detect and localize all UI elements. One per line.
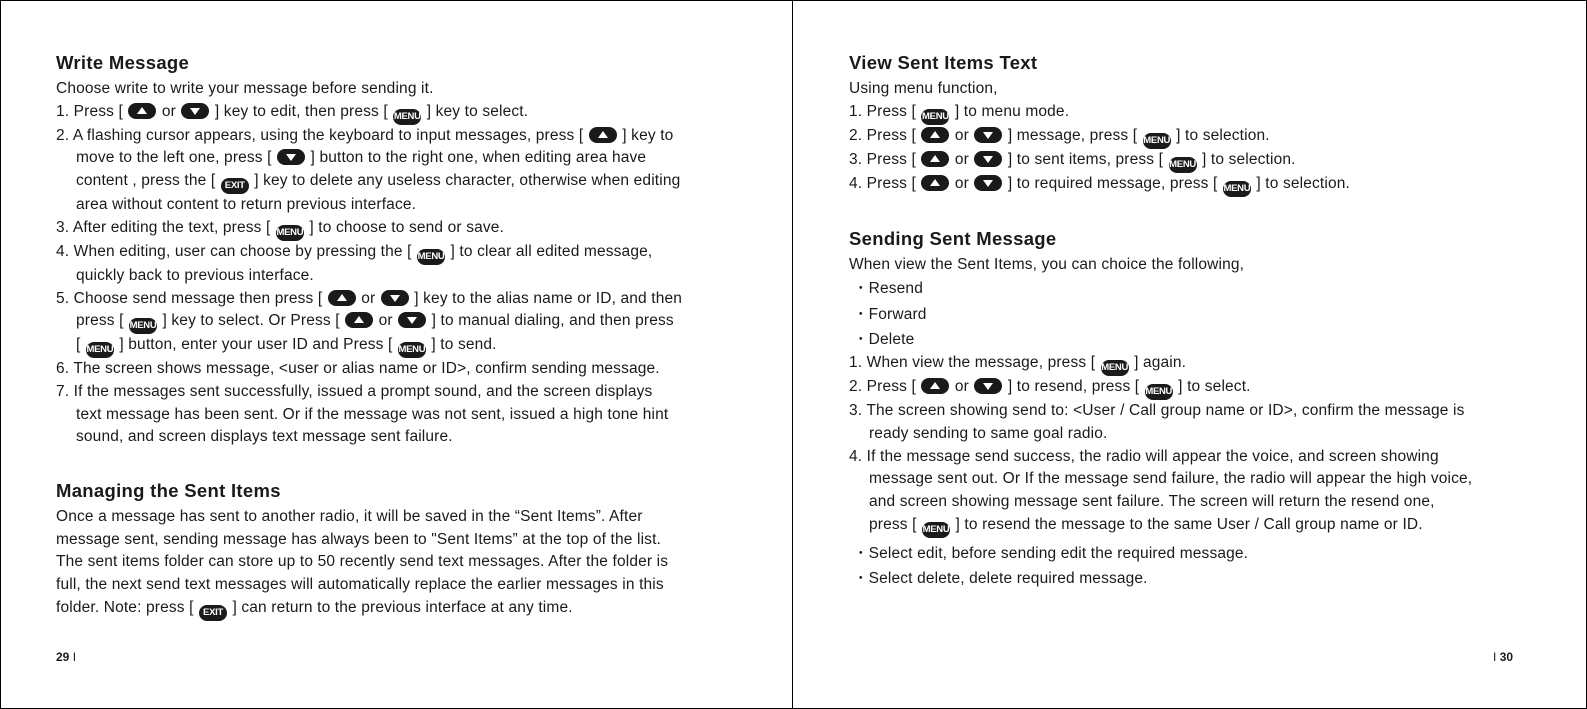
- up-arrow-key-icon: [921, 151, 949, 167]
- menu-key-icon: MENU: [1143, 133, 1171, 149]
- menu-key-icon: MENU: [129, 318, 157, 334]
- sending-step-1: 1. When view the message, press [ MENU ] again.: [849, 352, 1549, 376]
- managing-paragraph-line: message sent, sending message has always been to "Sent Items” at the top of the list.: [56, 530, 661, 548]
- write-step-5-cont: press [ MENU ] key to select. Or Press [ or ] to manual dialing, and then press: [56, 310, 756, 334]
- up-arrow-key-icon: [128, 103, 156, 119]
- down-arrow-key-icon: [974, 378, 1002, 394]
- view-step-1: 1. Press [ MENU ] to menu mode.: [849, 101, 1549, 125]
- down-arrow-key-icon: [181, 103, 209, 119]
- down-arrow-key-icon: [277, 149, 305, 165]
- menu-key-icon: MENU: [393, 109, 421, 125]
- sending-step-4-cont: message sent out. Or If the message send failure, the radio will appear the high voice,: [869, 470, 1473, 488]
- bullet-forward: ・Forward: [853, 305, 927, 323]
- menu-key-icon: MENU: [921, 109, 949, 125]
- up-arrow-key-icon: [345, 312, 373, 328]
- view-intro: Using menu function,: [849, 80, 998, 97]
- managing-paragraph-line: folder. Note: press [ EXIT ] can return to the previous interface at any time.: [56, 597, 756, 621]
- menu-key-icon: MENU: [922, 522, 950, 538]
- view-step-3: 3. Press [ or ] to sent items, press [ MENU ] to selection.: [849, 149, 1549, 173]
- write-step-2-cont: content , press the [ EXIT ] key to delete any useless character, otherwise when editing: [56, 170, 756, 194]
- write-step-3: 3. After editing the text, press [ MENU ] to choose to send or save.: [56, 217, 756, 241]
- down-arrow-key-icon: [974, 127, 1002, 143]
- sending-step-3: 3. The screen showing send to: <User / Call group name or ID>, confirm the message is: [849, 402, 1465, 420]
- bullet-select-edit: ・Select edit, before sending edit the required message.: [853, 544, 1249, 562]
- view-step-4: 4. Press [ or ] to required message, press [ MENU ] to selection.: [849, 173, 1549, 197]
- down-arrow-key-icon: [974, 151, 1002, 167]
- managing-paragraph-line: full, the next send text messages will automatically replace the earlier messages in this: [56, 576, 664, 594]
- right-page: [849, 52, 1549, 592]
- sending-step-4-cont: press [ MENU ] to resend the message to the same User / Call group name or ID.: [849, 514, 1549, 538]
- write-step-4: 4. When editing, user can choose by pressing the [ MENU ] to clear all edited message,: [56, 241, 756, 265]
- write-step-7-cont: sound, and screen displays text message sent failure.: [76, 428, 453, 446]
- sending-step-4: 4. If the message send success, the radio will appear the voice, and screen showing: [849, 447, 1439, 465]
- menu-key-icon: MENU: [1169, 157, 1197, 173]
- write-step-7-cont: text message has been sent. Or if the message was not sent, issued a high tone hint: [76, 405, 669, 423]
- write-step-4-cont: quickly back to previous interface.: [76, 266, 314, 284]
- write-step-1: 1. Press [ or ] key to edit, then press [ MENU ] key to select.: [56, 101, 756, 125]
- up-arrow-key-icon: [921, 175, 949, 191]
- view-sent-items-heading: View Sent Items Text: [849, 52, 1038, 73]
- managing-sent-items-heading: Managing the Sent Items: [56, 480, 281, 502]
- bullet-delete: ・Delete: [853, 331, 915, 348]
- menu-key-icon: MENU: [398, 342, 426, 358]
- menu-key-icon: MENU: [1101, 360, 1129, 376]
- page-number-right: I 30: [1493, 650, 1514, 664]
- view-step-2: 2. Press [ or ] message, press [ MENU ] to selection.: [849, 125, 1549, 149]
- bullet-select-delete: ・Select delete, delete required message.: [853, 570, 1148, 588]
- write-message-heading: Write Message: [56, 52, 190, 73]
- write-step-5-cont: [ MENU ] button, enter your user ID and Press [ MENU ] to send.: [56, 334, 756, 358]
- down-arrow-key-icon: [398, 312, 426, 328]
- down-arrow-key-icon: [381, 290, 409, 306]
- write-step-2-cont: area without content to return previous interface.: [76, 196, 417, 214]
- up-arrow-key-icon: [921, 127, 949, 143]
- up-arrow-key-icon: [589, 127, 617, 143]
- write-step-7: 7. If the messages sent successfully, issued a prompt sound, and the screen displays: [56, 382, 653, 400]
- bullet-resend: ・Resend: [853, 280, 923, 298]
- up-arrow-key-icon: [328, 290, 356, 306]
- sending-step-4-cont: and screen showing message sent failure. The screen will return the resend one,: [869, 493, 1435, 511]
- exit-key-icon: EXIT: [199, 605, 227, 621]
- sending-step-2: 2. Press [ or ] to resend, press [ MENU ] to select.: [849, 376, 1549, 400]
- write-step-2-cont: move to the left one, press [ ] button to the right one, when editing area have: [76, 149, 647, 167]
- sending-intro: When view the Sent Items, you can choice the following,: [849, 255, 1245, 273]
- write-step-2: 2. A flashing cursor appears, using the keyboard to input messages, press [ ] key to: [56, 126, 674, 144]
- managing-paragraph-line: The sent items folder can store up to 50 recently send text messages. After the folder is: [56, 553, 669, 571]
- sending-sent-message-heading: Sending Sent Message: [849, 227, 1057, 249]
- sending-step-3-cont: ready sending to same goal radio.: [869, 425, 1108, 442]
- menu-key-icon: MENU: [276, 225, 304, 241]
- up-arrow-key-icon: [921, 378, 949, 394]
- managing-paragraph-line: Once a message has sent to another radio, it will be saved in the “Sent Items”. After: [56, 508, 643, 526]
- menu-key-icon: MENU: [1223, 181, 1251, 197]
- down-arrow-key-icon: [974, 175, 1002, 191]
- write-step-6: 6. The screen shows message, <user or alias name or ID>, confirm sending message.: [56, 360, 660, 378]
- menu-key-icon: MENU: [417, 249, 445, 265]
- exit-key-icon: EXIT: [221, 178, 249, 194]
- write-intro: Choose write to write your message before sending it.: [56, 80, 434, 97]
- write-step-5: 5. Choose send message then press [ or ] key to the alias name or ID, and then: [56, 289, 683, 307]
- menu-key-icon: MENU: [1145, 384, 1173, 400]
- page-divider: [792, 0, 793, 709]
- left-page: [56, 52, 756, 621]
- menu-key-icon: MENU: [86, 342, 114, 358]
- page-number-left: 29 I: [56, 650, 77, 664]
